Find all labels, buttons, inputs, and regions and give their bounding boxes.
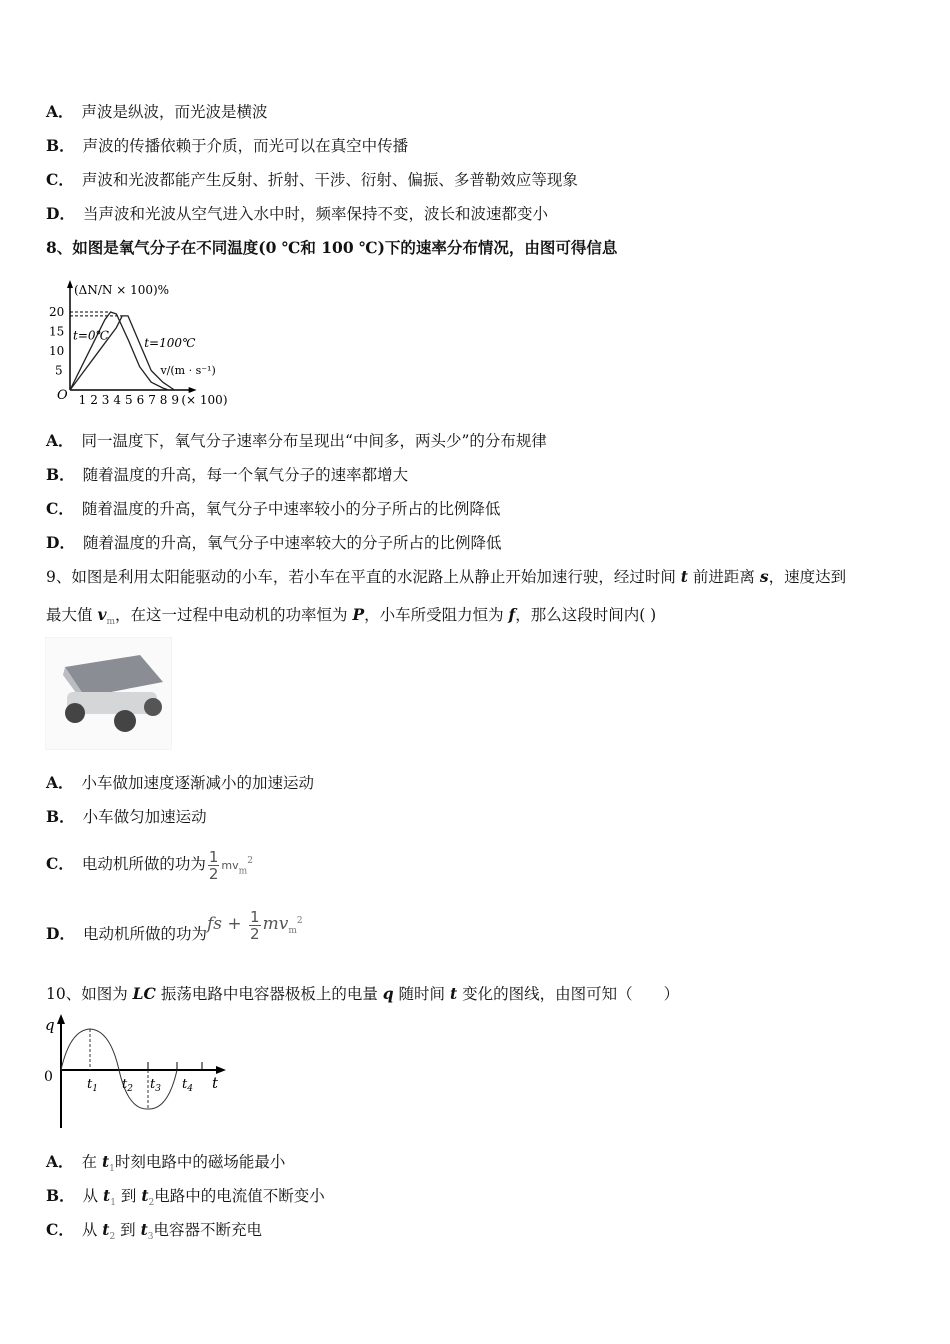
option-text: 随着温度的升高，每一个氧气分子的速率都增大 <box>82 466 409 484</box>
subscript: 2 <box>148 1198 155 1209</box>
option-text: 小车做加速度逐渐减小的加速运动 <box>81 774 315 792</box>
option-label: C． <box>46 170 74 189</box>
option-text: 声波的传播依赖于介质，而光可以在真空中传播 <box>82 137 409 155</box>
var-f: f <box>508 605 516 624</box>
superscript: 2 <box>247 856 253 866</box>
fraction <box>249 909 261 942</box>
q8-stem: 8、如图是氧气分子在不同温度(0 ℃和 100 ℃)下的速率分布情况，由图可得信息 <box>46 238 618 257</box>
t-label: t <box>212 1074 219 1092</box>
subscript: m <box>288 926 297 937</box>
q10-option-b <box>46 1186 325 1213</box>
q9-option-c <box>46 842 253 890</box>
x-tick-label: 4 <box>113 393 122 407</box>
var-t: t <box>102 1220 110 1239</box>
superscript: 2 <box>296 916 303 926</box>
var-t: t <box>103 1186 111 1205</box>
x-tick-label: 7 <box>148 393 156 407</box>
solar-car-image <box>45 637 172 750</box>
arrow-icon <box>216 1066 226 1074</box>
stem-text: 振荡电路中电容器极板上的电量 <box>155 985 383 1003</box>
q9-option-d <box>46 905 303 967</box>
stem-text: 变化的图线，由图可知（ ） <box>457 985 680 1003</box>
option-text: 同一温度下，氧气分子速率分布呈现出“中间多，两头少”的分布规律 <box>81 432 547 450</box>
var-t: t <box>449 984 458 1003</box>
series-line-0c <box>70 312 169 390</box>
subscript: 3 <box>147 1232 154 1243</box>
option-text: 随着温度的升高，氧气分子中速率较大的分子所占的比例降低 <box>82 534 502 552</box>
q10-option-c <box>46 1220 262 1247</box>
var-s: s <box>759 567 769 586</box>
q9-stem-line2 <box>46 605 656 632</box>
stem-text: 9、如图是利用太阳能驱动的小车，若小车在平直的水泥路上从静止开始加速行驶，经过时间 <box>46 568 681 586</box>
q8-option-c <box>46 499 500 519</box>
var-t: t <box>101 1152 110 1171</box>
var-v: v <box>97 605 107 624</box>
option-label: D． <box>46 533 75 552</box>
option-label: D． <box>46 924 75 944</box>
fraction <box>208 849 220 882</box>
x-tick-label: 5 <box>125 393 133 407</box>
option-label: A． <box>46 102 74 121</box>
y-tick-label: 15 <box>49 324 65 339</box>
var-t: t <box>141 1186 149 1205</box>
q7-option-b <box>46 136 408 156</box>
option-text: 电动机所做的功为 <box>82 925 207 944</box>
x-tick-label: 9 <box>171 393 180 407</box>
option-text: 声波和光波都能产生反射、折射、干涉、衍射、偏振、多普勒效应等现象 <box>81 171 578 189</box>
option-text: 在 <box>81 1153 102 1171</box>
option-text: 到 <box>120 1187 142 1205</box>
q8-option-a <box>46 431 547 451</box>
y-axis-label: (ΔN/N × 100)% <box>74 283 170 297</box>
arrow-icon <box>57 1014 65 1024</box>
stem-text: ，那么这段时间内( ) <box>515 606 657 624</box>
q9-option-a <box>46 773 314 793</box>
origin-label: 0 <box>44 1069 53 1085</box>
x-tick-label: 8 <box>159 393 168 407</box>
option-label: B． <box>46 465 75 484</box>
formula-mv: mv <box>262 914 289 935</box>
stem-text: ，小车所受阻力恒为 <box>364 606 509 624</box>
numerator: 1 <box>208 847 219 866</box>
option-label: A． <box>46 1152 74 1171</box>
x-tick-label: 1 <box>78 393 87 407</box>
y-tick-label: 10 <box>49 344 65 358</box>
option-text: 从 <box>82 1187 104 1205</box>
var-t: t <box>680 567 688 586</box>
subscript: m <box>106 617 115 628</box>
formula-mv: mv <box>221 859 239 873</box>
q-label: q <box>45 1016 55 1034</box>
stem-text: 随时间 <box>393 985 450 1003</box>
q7-option-c <box>46 170 578 190</box>
numerator: 1 <box>250 907 260 926</box>
option-text: 小车做匀加速运动 <box>82 808 207 826</box>
q9-option-b <box>46 807 207 827</box>
stem-text: ，速度达到 <box>768 568 847 586</box>
option-text: 电路中的电流值不断变小 <box>154 1187 325 1205</box>
tick-t1: $t_1$ <box>87 1077 98 1094</box>
x-tick-label: 3 <box>101 393 110 407</box>
arrow-icon <box>67 280 73 288</box>
option-label: B． <box>46 807 75 826</box>
tick-t3: $t_3$ <box>150 1077 161 1094</box>
q7-option-d <box>46 204 548 224</box>
option-text: 当声波和光波从空气进入水中时，频率保持不变，波长和波速都变小 <box>82 205 548 223</box>
option-label: A． <box>46 431 74 450</box>
charge-time-graph <box>40 1010 240 1130</box>
subscript: 2 <box>109 1232 116 1243</box>
x-tick-label: 2 <box>90 393 98 407</box>
stem-text: 10、如图为 <box>46 985 133 1003</box>
x-tick-label: 6 <box>136 393 145 407</box>
option-label: D． <box>46 204 75 223</box>
denominator: 2 <box>250 924 260 943</box>
x-axis-label: v/(m · s⁻¹) <box>160 364 216 377</box>
option-label: C． <box>46 499 74 518</box>
option-label: C． <box>46 854 74 874</box>
option-label: B． <box>46 1186 75 1205</box>
option-text: 到 <box>120 1221 141 1239</box>
var-lc: LC <box>132 984 156 1003</box>
option-text: 声波是纵波，而光波是横波 <box>81 103 268 121</box>
y-tick-label: 20 <box>49 305 65 319</box>
stem-text: 前进距离 <box>687 568 760 586</box>
origin-label: O <box>57 388 68 403</box>
stem-text: ，在这一过程中电动机的功率恒为 <box>115 606 353 624</box>
var-p: P <box>352 605 365 624</box>
speed-distribution-chart <box>40 272 270 407</box>
option-label: B． <box>46 136 75 155</box>
option-label: C． <box>46 1220 74 1239</box>
var-q: q <box>382 984 394 1003</box>
q10-stem <box>46 984 679 1004</box>
tick-t2: $t_2$ <box>122 1077 133 1094</box>
stem-text: 最大值 <box>46 606 98 624</box>
option-label: A． <box>46 773 74 792</box>
option-text: 电动机所做的功为 <box>81 855 206 874</box>
q8-option-d <box>46 533 501 553</box>
series-label-0c: t=0℃ <box>73 328 109 343</box>
subscript: 1 <box>110 1198 116 1209</box>
x-unit-label: (× 100) <box>181 393 228 407</box>
subscript: 1 <box>109 1164 115 1175</box>
option-text: 随着温度的升高，氧气分子中速率较小的分子所占的比例降低 <box>81 500 501 518</box>
option-text: 电容器不断充电 <box>153 1221 262 1239</box>
y-tick-label: 5 <box>55 363 63 378</box>
series-label-100c: t=100℃ <box>144 336 196 351</box>
q7-option-a <box>46 102 268 122</box>
var-t: t <box>140 1220 148 1239</box>
tick-t4: $t_4$ <box>182 1077 193 1094</box>
denominator: 2 <box>208 864 219 883</box>
formula-fs: fs + <box>206 914 248 935</box>
q10-option-a <box>46 1152 285 1179</box>
option-text: 时刻电路中的磁场能最小 <box>114 1153 286 1171</box>
option-text: 从 <box>81 1221 103 1239</box>
q8-option-b <box>46 465 408 485</box>
subscript: m <box>238 866 248 877</box>
q9-stem-line1 <box>46 567 846 587</box>
